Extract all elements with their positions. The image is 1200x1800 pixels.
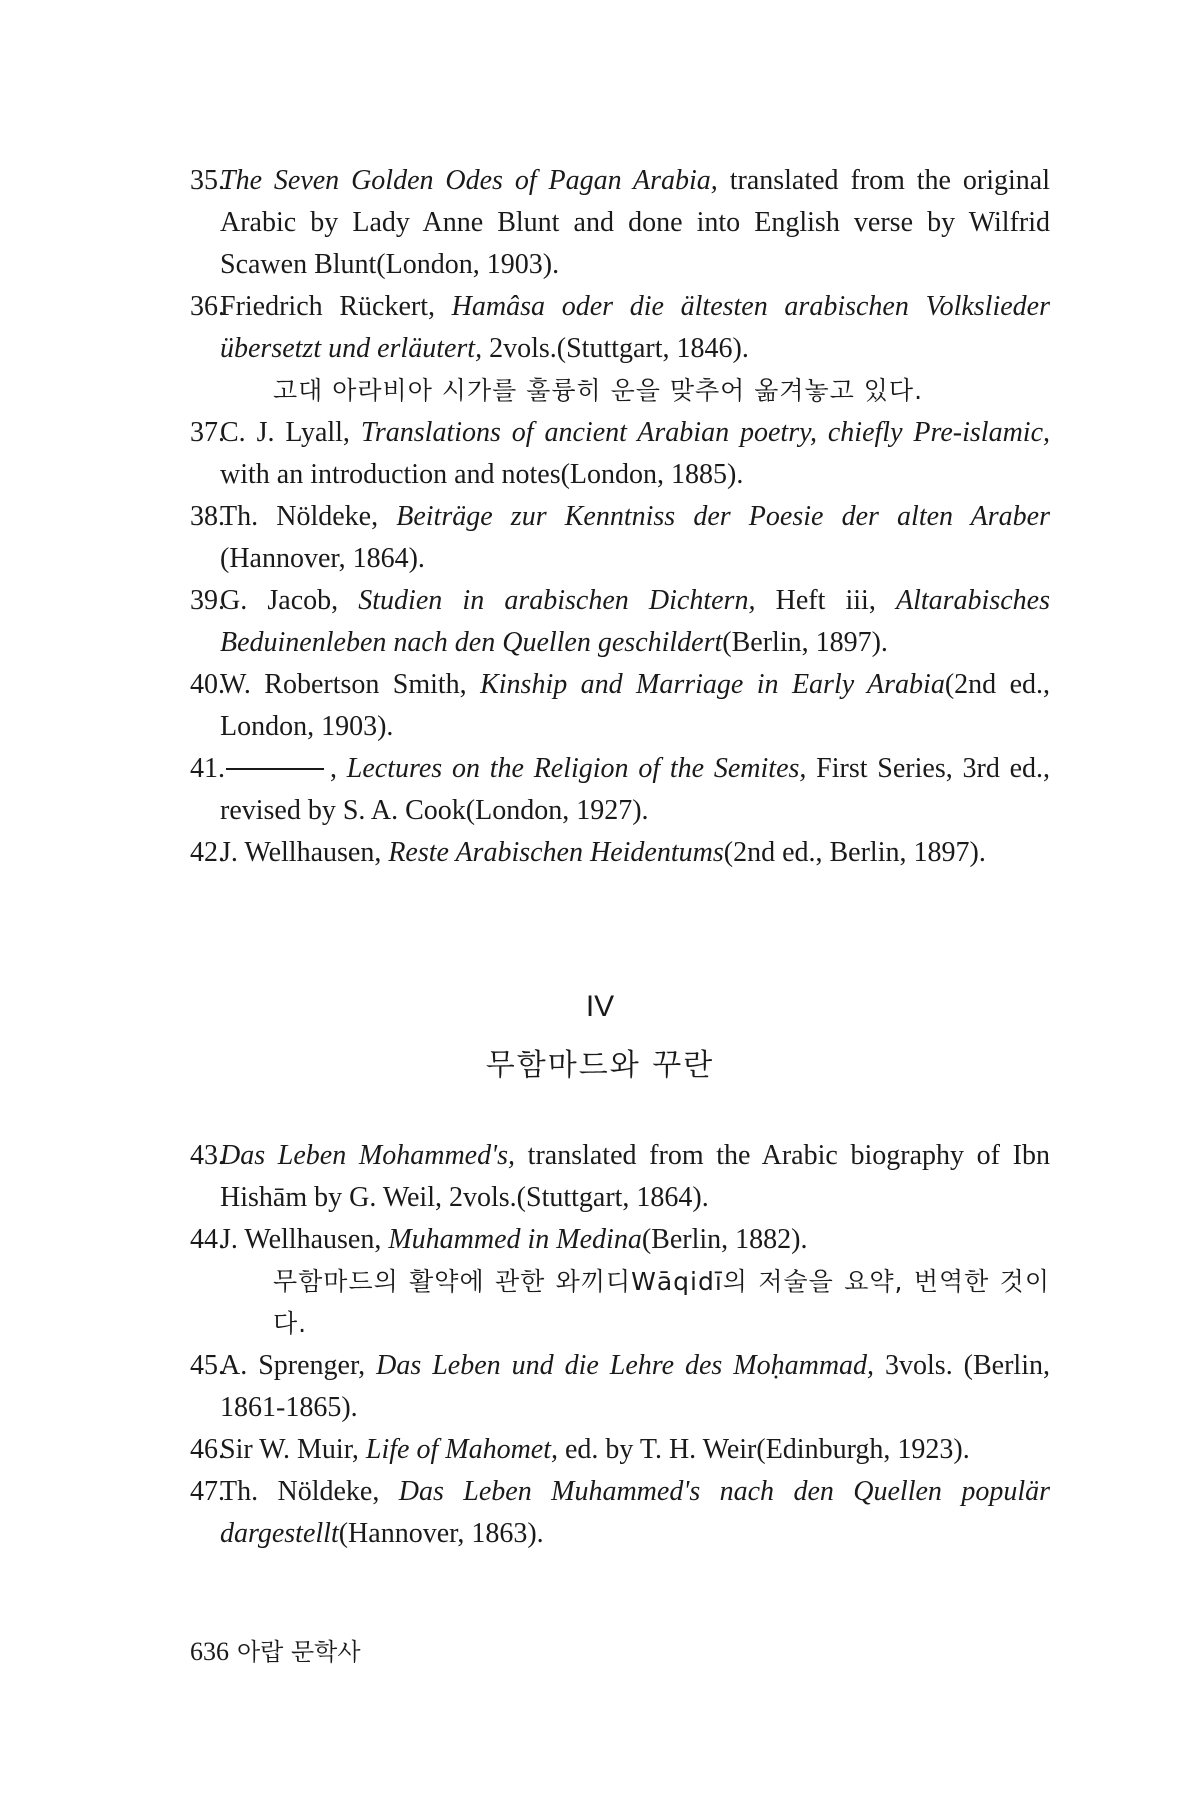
bib-entry-43: 43. Das Leben Mohammed's, translated from the Arabic biography of Ibn Hishām by G. Weil, 2vols.(Stuttgart, 1864). [190, 1140, 1051, 1213]
bib-entry-44: 44. J. Wellhausen, Muhammed in Medina(Berlin, 1882). 무함마드의 활약에 관한 와끼디Wāqidī의 저술을 요약, 번역한 것이다. [190, 1219, 1050, 1345]
korean-annotation: 고대 아라비아 시가를 훌륭히 운을 맞추어 옮겨놓고 있다. [273, 376, 924, 405]
bib-entry-41: 41. , Lectures on the Religion of the Semites, First Series, 3rd ed., revised by S. A. Cook(London, 1927). [190, 753, 1051, 826]
bib-entry-40: 40. W. Robertson Smith, Kinship and Marriage in Early Arabia(2nd ed., London, 1903). [190, 669, 1051, 742]
bib-entry-35: 35. The Seven Golden Odes of Pagan Arabia, translated from the original Arabic by Lady Anne Blunt and done into English verse by Wilfrid Scawen Blunt(London, 1903). [190, 165, 1050, 280]
korean-annotation: 무함마드의 활약에 관한 와끼디Wāqidī의 저술을 요약, 번역한 것이다. [273, 1267, 1050, 1338]
bibliography-section-iii [190, 160, 1050, 874]
bib-entry-45: 45. A. Sprenger, Das Leben und die Lehre des Moḥammad, 3vols. (Berlin, 1861-1865). [190, 1350, 1050, 1423]
running-title: 아랍 문학사 [237, 1638, 361, 1666]
bib-entry-39: 39. G. Jacob, Studien in arabischen Dichtern, Heft iii, Altarabisches Beduinenleben nach den Quellen geschildert(Berlin, 1897). [190, 585, 1050, 658]
bib-entry-36: 36. Friedrich Rückert, Hamâsa oder die ältesten arabischen Volkslieder übersetzt und erläutert, 2vols.(Stuttgart, 1846). 고대 아라비아 시가를 훌륭히 운을 맞추어 옮겨놓고 있다. [190, 286, 1050, 412]
bib-entry-46: 46. Sir W. Muir, Life of Mahomet, ed. by T. H. Weir(Edinburgh, 1923). [190, 1434, 970, 1465]
section-numeral: IV [585, 990, 615, 1023]
bibliography-section-iv [190, 1135, 1050, 1555]
bib-entry-38: 38. Th. Nöldeke, Beiträge zur Kenntniss der Poesie der alten Araber (Hannover, 1864). [190, 501, 1050, 574]
page-number: 636 [190, 1637, 229, 1666]
section-title: 무함마드와 꾸란 [485, 1048, 715, 1083]
page-footer [190, 1632, 361, 1667]
bib-entry-42: 42. J. Wellhausen, Reste Arabischen Heidentums(2nd ed., Berlin, 1897). [190, 837, 986, 868]
ditto-blank-line [226, 768, 324, 770]
bib-entry-47: 47. Th. Nöldeke, Das Leben Muhammed's nach den Quellen populär dargestellt(Hannover, 1863). [190, 1476, 1050, 1549]
bib-entry-37: 37. C. J. Lyall, Translations of ancient Arabian poetry, chiefly Pre-islamic, with an introduction and notes(London, 1885). [190, 417, 1050, 490]
